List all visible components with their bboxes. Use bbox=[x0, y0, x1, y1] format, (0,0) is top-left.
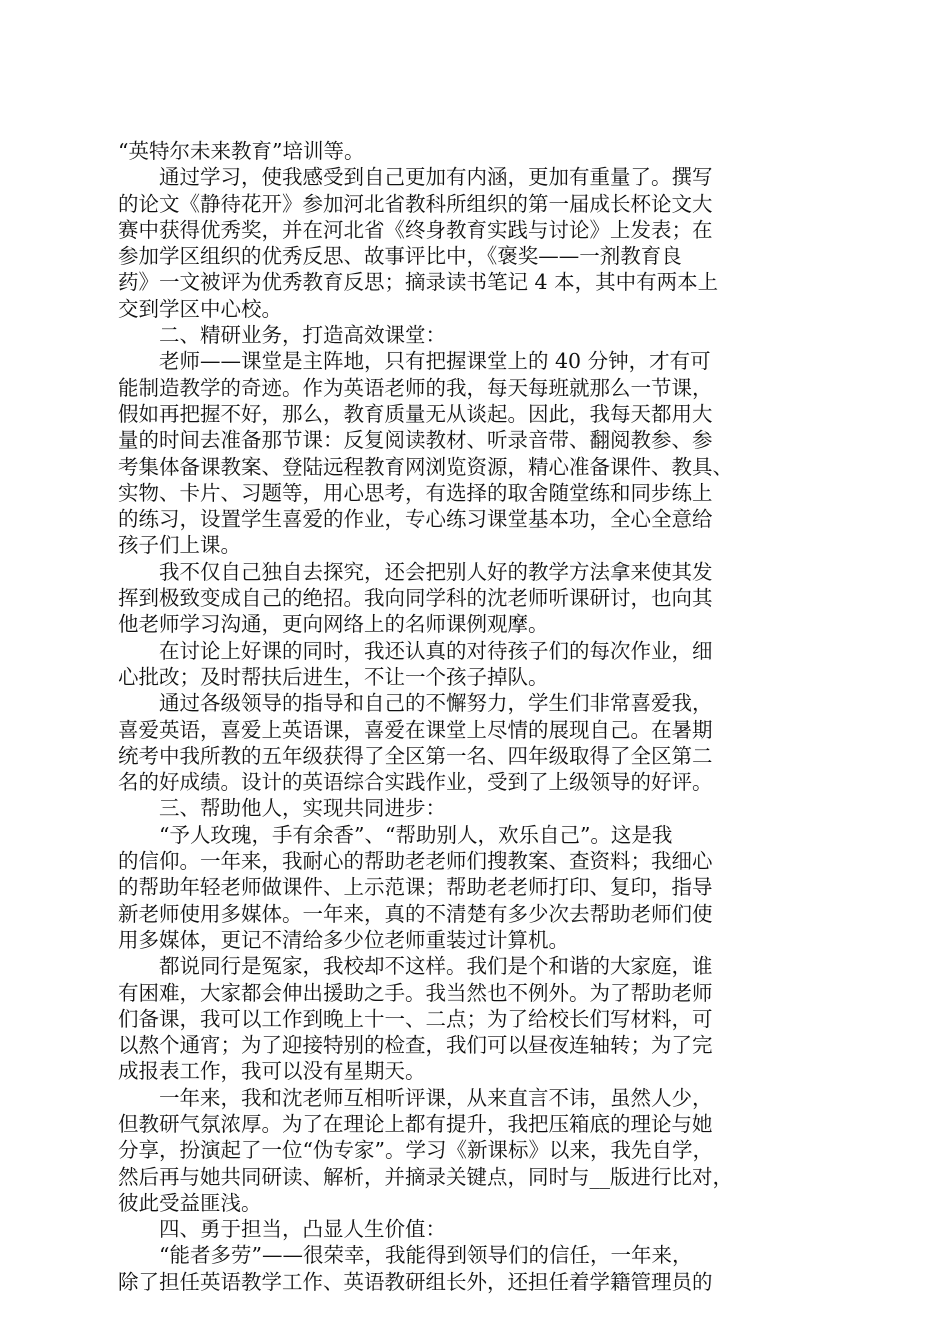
text-line: 以熬个通宵；为了迎接特别的检查，我们可以昼夜连轴转；为了完 bbox=[118, 1033, 713, 1058]
text-line: 能制造教学的奇迹。作为英语老师的我，每天每班就那么一节课， bbox=[118, 375, 713, 400]
text-line: 的帮助年轻老师做课件、上示范课；帮助老老师打印、复印，指导 bbox=[118, 875, 713, 900]
text-line: 药》一文被评为优秀教育反思；摘录读书笔记 4 本，其中有两本上 bbox=[118, 270, 719, 295]
text-line: 统考中我所教的五年级获得了全区第一名、四年级取得了全区第二 bbox=[118, 743, 713, 768]
text-line: 的信仰。一年来，我耐心的帮助老老师们搜教案、查资料；我细心 bbox=[118, 849, 713, 874]
text-line: 喜爱英语，喜爱上英语课，喜爱在课堂上尽情的展现自己。在暑期 bbox=[118, 717, 713, 742]
text-line: 除了担任英语教学工作、英语教研组长外，还担任着学籍管理员的 bbox=[118, 1269, 713, 1294]
text-line: 有困难，大家都会伸出援助之手。我当然也不例外。为了帮助老师 bbox=[118, 980, 713, 1005]
text-line: 彼此受益匪浅。 bbox=[118, 1190, 262, 1215]
text-line: 通过学习，使我感受到自己更加有内涵，更加有重量了。撰写 bbox=[118, 165, 713, 190]
text-line: 一年来，我和沈老师互相听评课，从来直言不讳，虽然人少， bbox=[118, 1085, 713, 1110]
text-line: “予人玫瑰，手有余香”、“帮助别人，欢乐自己”。这是我 bbox=[118, 822, 673, 847]
text-line: 名的好成绩。设计的英语综合实践作业，受到了上级领导的好评。 bbox=[118, 770, 713, 795]
text-line: 分享，扮演起了一位“伪专家”。学习《新课标》以来，我先自学， bbox=[118, 1138, 713, 1163]
text-line: 但教研气氛浓厚。为了在理论上都有提升，我把压箱底的理论与她 bbox=[118, 1111, 713, 1136]
text-line: 二、精研业务，打造高效课堂： bbox=[118, 323, 446, 348]
text-line: 心批改；及时帮扶后进生，不让一个孩子掉队。 bbox=[118, 664, 549, 689]
text-line: 的论文《静待花开》参加河北省教科所组织的第一届成长杯论文大 bbox=[118, 191, 713, 216]
text-line: 我不仅自己独自去探究，还会把别人好的教学方法拿来使其发 bbox=[118, 559, 713, 584]
text-line: “能者多劳”——很荣幸，我能得到领导们的信任，一年来， bbox=[118, 1243, 693, 1268]
text-line: 用多媒体，更记不清给多少位老师重装过计算机。 bbox=[118, 927, 569, 952]
text-line: 们备课，我可以工作到晚上十一、二点；为了给校长们写材料，可 bbox=[118, 1006, 713, 1031]
text-line: 然后再与她共同研读、解析，并摘录关键点，同时与__版进行比对， bbox=[118, 1164, 733, 1189]
text-line: 假如再把握不好，那么，教育质量无从谈起。因此，我每天都用大 bbox=[118, 401, 713, 426]
text-line: 参加学区组织的优秀反思、故事评比中，《褒奖——一剂教育良 bbox=[118, 244, 682, 269]
text-line: 挥到极致变成自己的绝招。我向同学科的沈老师听课研讨，也向其 bbox=[118, 586, 713, 611]
text-line: 都说同行是冤家，我校却不这样。我们是个和谐的大家庭，谁 bbox=[118, 954, 713, 979]
text-line: 考集体备课教案、登陆远程教育网浏览资源，精心准备课件、教具、 bbox=[118, 454, 733, 479]
text-line: 孩子们上课。 bbox=[118, 533, 241, 558]
text-line: 老师——课堂是主阵地，只有把握课堂上的 40 分钟，才有可 bbox=[118, 349, 711, 374]
text-line: 量的时间去准备那节课：反复阅读教材、听录音带、翻阅教参、参 bbox=[118, 428, 713, 453]
document-body bbox=[118, 138, 823, 1295]
text-line: 成报表工作，我可以没有星期天。 bbox=[118, 1059, 426, 1084]
text-line: 他老师学习沟通，更向网络上的名师课例观摩。 bbox=[118, 612, 549, 637]
text-line: 赛中获得优秀奖，并在河北省《终身教育实践与讨论》上发表；在 bbox=[118, 217, 713, 242]
text-line: 三、帮助他人，实现共同进步： bbox=[118, 796, 446, 821]
text-line: 交到学区中心校。 bbox=[118, 296, 282, 321]
text-line: 四、勇于担当，凸显人生价值： bbox=[118, 1217, 446, 1242]
text-line: 实物、卡片、习题等，用心思考，有选择的取舍随堂练和同步练上 bbox=[118, 480, 713, 505]
text-line: 的练习，设置学生喜爱的作业，专心练习课堂基本功，全心全意给 bbox=[118, 507, 713, 532]
text-line: 通过各级领导的指导和自己的不懈努力，学生们非常喜爱我， bbox=[118, 691, 713, 716]
text-line: 新老师使用多媒体。一年来，真的不清楚有多少次去帮助老师们使 bbox=[118, 901, 713, 926]
text-line: “英特尔未来教育”培训等。 bbox=[118, 139, 365, 163]
text-line: 在讨论上好课的同时，我还认真的对待孩子们的每次作业，细 bbox=[118, 638, 713, 663]
